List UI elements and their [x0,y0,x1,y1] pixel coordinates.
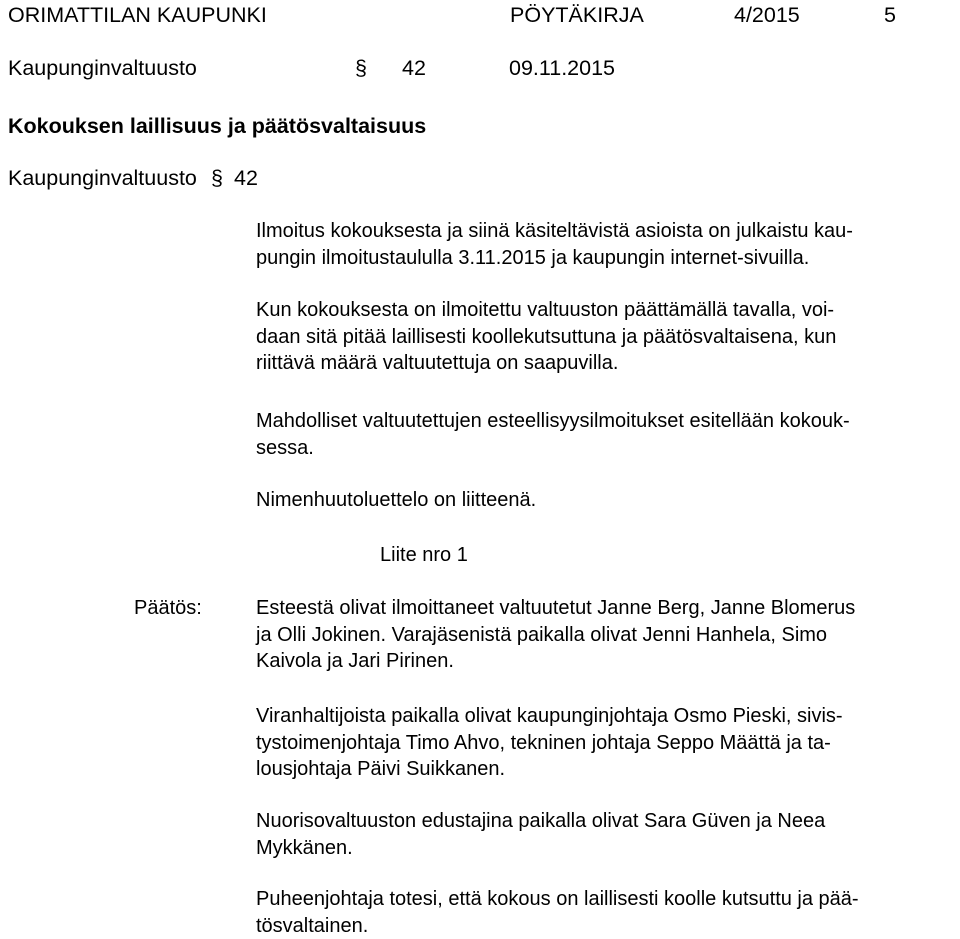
decision-officials [256,703,956,783]
text-line: Viranhaltijoista paikalla olivat kaupunginjohtaja Osmo Pieski, sivis- [256,703,956,730]
text-line: Esteestä olivat ilmoittaneet valtuutetut Janne Berg, Janne Blomerus [256,595,956,622]
text-line: lousjohtaja Päivi Suikkanen. [256,756,956,783]
section-symbol: § [211,165,223,191]
organization-name: ORIMATTILAN KAUPUNKI [8,2,267,28]
decision-chair-statement [256,886,956,939]
text-line: riittävä määrä valtuutettuja on saapuvilla. [256,350,956,377]
text-line: Kun kokouksesta on ilmoitettu valtuuston päättämällä tavalla, voi- [256,297,956,324]
document-type: PÖYTÄKIRJA [510,2,644,28]
section-body-ref: Kaupunginvaltuusto [8,165,197,191]
text-line: Mykkänen. [256,835,956,862]
text-line: sessa. [256,435,956,462]
text-line: tösvaltainen. [256,913,956,939]
header-section-symbol: § [355,55,367,81]
text-line: Kaivola ja Jari Pirinen. [256,648,956,675]
text-line: Ilmoitus kokouksesta ja siinä käsiteltävistä asioista on julkaistu kau- [256,218,956,245]
paragraph-quorum [256,297,956,377]
header-body-name: Kaupunginvaltuusto [8,55,197,81]
attachment-reference: Liite nro 1 [380,542,468,569]
text-line: Mahdolliset valtuutettujen esteellisyysilmoitukset esitellään kokouk- [256,408,956,435]
meeting-date: 09.11.2015 [509,55,615,81]
text-line: Puheenjohtaja totesi, että kokous on laillisesti koolle kutsuttu ja pää- [256,886,956,913]
document-number: 4/2015 [734,2,800,28]
decision-absences [256,595,956,675]
text-line: Nuorisovaltuuston edustajina paikalla olivat Sara Güven ja Neea [256,808,956,835]
section-title: Kokouksen laillisuus ja päätösvaltaisuus [8,113,426,139]
text-line: pungin ilmoitustaululla 3.11.2015 ja kaupungin internet-sivuilla. [256,245,956,272]
decision-label: Päätös: [134,595,202,622]
page-number: 5 [884,2,896,28]
text-line: daan sitä pitää laillisesti koollekutsuttuna ja päätösvaltaisena, kun [256,324,956,351]
paragraph-roll-call [256,487,956,514]
section-number: 42 [234,165,258,191]
paragraph-disqualification [256,408,956,461]
text-line: ja Olli Jokinen. Varajäsenistä paikalla olivat Jenni Hanhela, Simo [256,622,956,649]
text-line: tystoimenjohtaja Timo Ahvo, tekninen johtaja Seppo Määttä ja ta- [256,730,956,757]
paragraph-announcement [256,218,956,271]
decision-youth-council [256,808,956,861]
text-line: Nimenhuutoluettelo on liitteenä. [256,487,956,514]
header-section-number: 42 [402,55,426,81]
